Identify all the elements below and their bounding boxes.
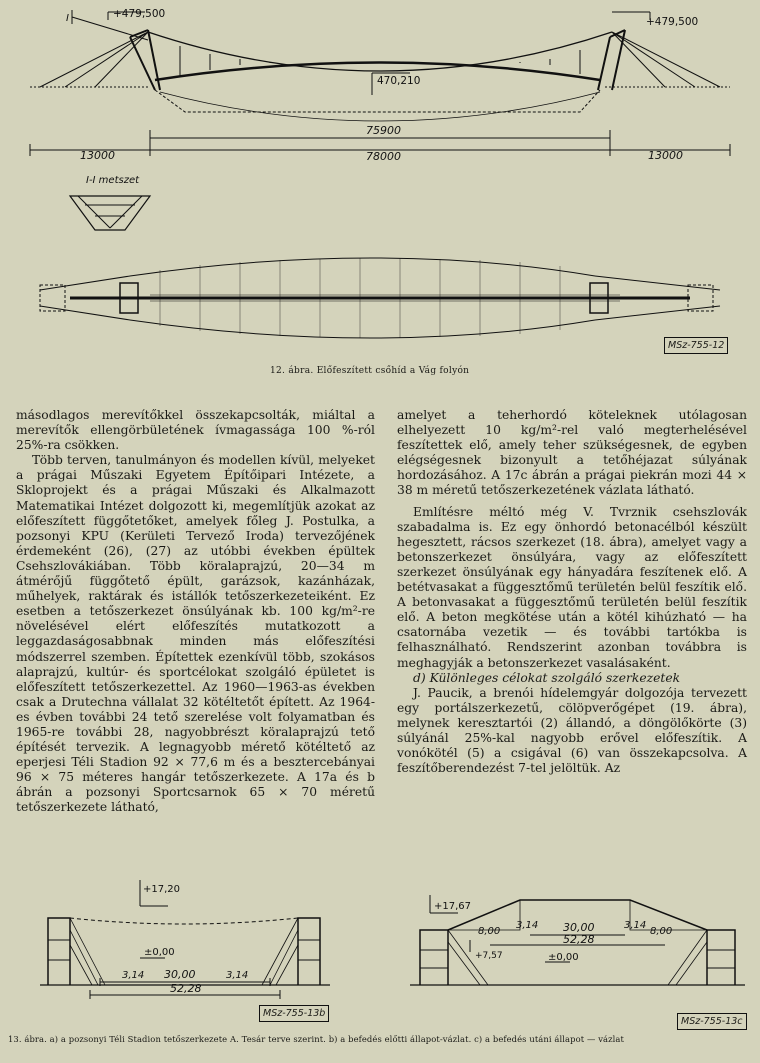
fig12-dim-13000-left: 13000: [80, 149, 115, 162]
fig13a-dim-3000: 30,00: [164, 968, 196, 981]
left-paragraph-1: másodlagos merevítőkkel összekapcsolták, miáltal a merevítők ellengörbületének ívmagassága 100 %-ról 25%-ra csökken.: [16, 408, 375, 453]
fig12-elev-left: +479,500: [113, 8, 166, 20]
fig13c-elev-top: +17,67: [434, 901, 472, 912]
fig12-elev-right: +479,500: [646, 16, 699, 28]
fig13b-stamp: MSz-755-13b: [259, 1005, 329, 1022]
fig12-caption: 12. ábra. Előfeszített csőhíd a Vág folyón: [270, 366, 470, 376]
fig13c-stamp: MSz-755-13c: [677, 1013, 747, 1030]
fig13c-dim-800-right: 8,00: [650, 926, 673, 937]
fig12-elev-mid: 470,210: [377, 75, 421, 87]
fig13a-dim-314-left: 3,14: [122, 970, 145, 981]
fig13a-elev-zero: ±0,00: [144, 947, 175, 958]
fig13c-elev-sub: +7,57: [475, 951, 503, 961]
fig13c-elev-zero: ±0,00: [548, 952, 579, 963]
fig12-section-mark: I: [66, 13, 69, 24]
fig12-stamp: MSz-755-12: [664, 337, 728, 354]
right-paragraph-1: amelyet a teherhordó köteleknek utólagosan elhelyezett 10 kg/m²-rel való megterhelésével feszítettek elő, amely teher szükségesnek, de egyben elégségesnek bizonyult a tetőhéjazat súlyának hordozásához. A 17c ábrán a prágai piekrán mozi 44 × 38 m méretű tetőszerkezetének vázlata látható.: [397, 408, 747, 498]
fig13-caption: 13. ábra. a) a pozsonyi Téli Stadion tetőszerkezete A. Tesár terve szerint. b) a befedés előtti állapot-vázlat. c) a befedés utáni állapot — vázlat: [8, 1034, 624, 1044]
fig13c-dim-5228: 52,28: [563, 933, 595, 946]
fig13c-dim-3000: 30,00: [563, 921, 595, 934]
section-heading-d: d) Különleges célokat szolgáló szerkezetek: [413, 670, 681, 685]
fig13c-dim-314-left: 3,14: [516, 920, 539, 931]
fig13a-dim-314-right: 3,14: [226, 970, 249, 981]
fig12-dim-13000-right: 13000: [648, 149, 683, 162]
fig13a-elev-top: +17,20: [143, 884, 181, 895]
fig13c-dim-800-left: 8,00: [478, 926, 501, 937]
fig13c-dim-314-right: 3,14: [624, 920, 647, 931]
right-paragraph-3: J. Paucik, a brenói hídelemgyár dolgozója tervezett egy portálszerkezetű, cölöpverőgépet (19. ábra), melynek keresztartói (2) állandó, a döngölőkörte (3) súlyánál 25%-kal nagyobb erővel előfeszítik. A vonókötél (5) a csigával (6) van összekapcsolva. A feszítőberendezést 7-tel jelöltük. Az: [397, 685, 747, 776]
fig12-dim-78000: 78000: [366, 150, 401, 163]
fig12-dim-75900: 75900: [366, 124, 401, 137]
right-paragraph-2: Említésre méltó még V. Tvrznik csehszlovák szabadalma is. Ez egy önhordó betonacélból készült hegesztett, rácsos szerkezet (18. ábra), amelyet vagy a betonszerkezet önsúlyára, vagy az előfeszített szerkezet önsúlyának egy hányadára feszítenek elő. A betétvasakat a függesztőmű területén belül feszítik elő. A betonvasakat a függesztőmű területén belül feszítik elő. A beton megkötése után a kötél kihúzható — ha csatornába vezetik — és további tartókba is felhasználható. Rendszerint azonban továbbra is meghagyják a betonszerkezet vasalásaként.: [397, 504, 747, 670]
fig13a-dim-5228: 52,28: [170, 982, 202, 995]
left-paragraph-2: Több terven, tanulmányon és modellen kívül, melyeket a prágai Műszaki Egyetem Építőipari Intézete, a Skloprojekt és a prágai Műszaki és Alkalmazott Matematikai Intézet dolgozott ki, megemlítjük azokat az előfeszített függőtetőket, amelyek főleg J. Postulka, a pozsonyi KPU (Kerületi Tervező Iroda) tervezőjének érdemeként (26), (27) az utóbbi években épültek Csehszlovákiában. Több köralaprajzú, 20—34 m átmérőjű függőtető épült, garázsok, kazánházak, műhelyek, raktárak és istállók tetőszerkezeteiként. Ez esetben a tetőszerkezet önsúlyának kb. 100 kg/m²-re növelésével elért előfeszítés mutatkozott a leggazdaságosabbnak minden más előfeszítési módszerrel szemben. Építettek ezenkívül több, szokásos alaprajzú, kultúr- és sportcélokat szolgáló épületet is előfeszített tetőszerkezettel. Az 1960—1963-as években csak a Drutechna vállalat 32 kötéltetőt épített. Az 1964-es évben további 24 tető szerelése volt folyamatban és 1965-re további 28, nagyobbrészt köralaprajzú tető építését tervezik. A legnagyobb mérető kötéltető az eperjesi Téli Stadion 92 × 77,6 m és a besztercebányai 96 × 75 méteres hangár tetőszerkezete. A 17a és b ábrán a pozsonyi Sportcsarnok 65 × 70 méretű tetőszerkezete látható,: [16, 453, 375, 815]
fig12-section-label: I-I metszet: [86, 175, 140, 186]
